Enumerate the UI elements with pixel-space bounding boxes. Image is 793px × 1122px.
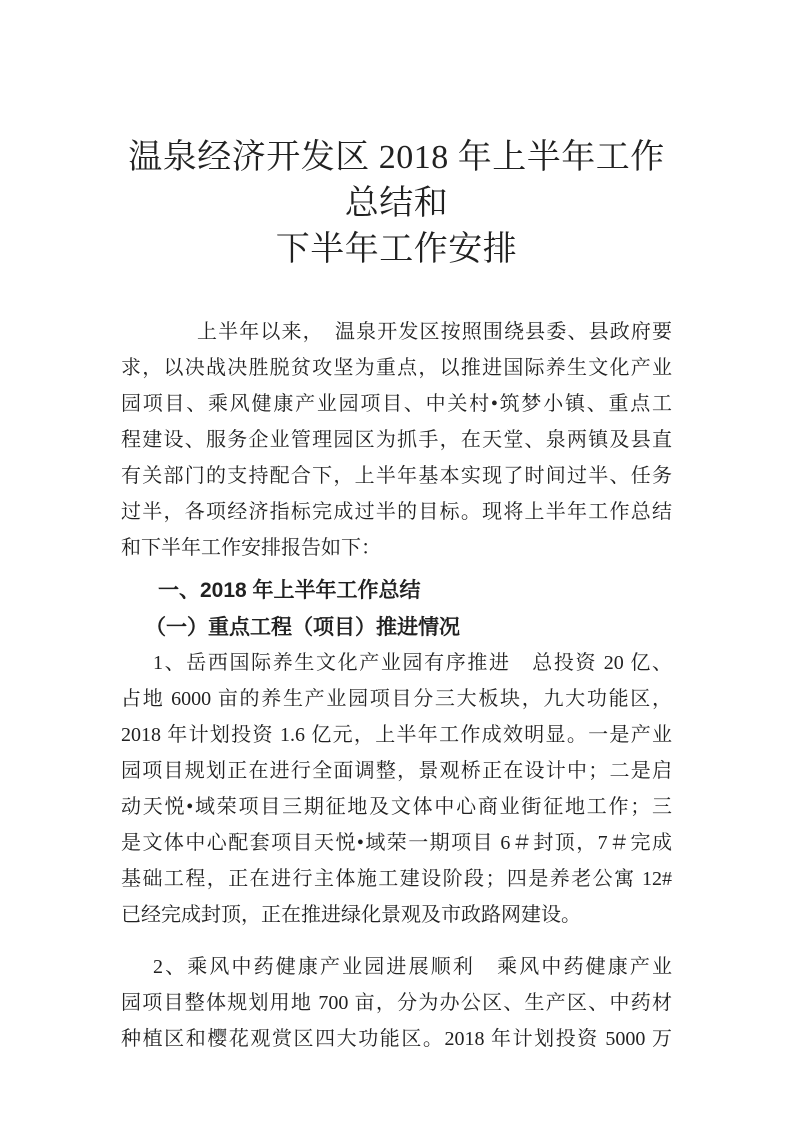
paragraph-line: 上半年以来， 温泉开发区按照围绕县委、县政府要 [197, 321, 672, 343]
subsection-heading: （一）重点工程（项目）推进情况 [145, 615, 460, 639]
paragraph-line: 和下半年工作安排报告如下： [121, 537, 381, 559]
paragraph-line: 2、乘风中药健康产业园进展顺利 乘风中药健康产业 [153, 956, 672, 978]
intro-paragraph [121, 314, 672, 566]
paragraph-line: 有关部门的支持配合下，上半年基本实现了时间过半、任务 [121, 465, 672, 487]
paragraph-line: 求，以决战决胜脱贫攻坚为重点，以推进国际养生文化产业 [121, 357, 672, 379]
paragraph-line: 种植区和樱花观赏区四大功能区。2018 年计划投资 5000 万 [121, 1028, 672, 1050]
title-line: 温泉经济开发区 2018 年上半年工作总结和 [128, 139, 665, 222]
paragraph-line: 园项目、乘风健康产业园项目、中关村•筑梦小镇、重点工 [121, 393, 672, 415]
paragraph-line: 1、岳西国际养生文化产业园有序推进 总投资 20 亿、 [153, 652, 672, 674]
paragraph-line: 占地 6000 亩的养生产业园项目分三大板块，九大功能区， [121, 688, 672, 710]
paragraph-line: 园项目规划正在进行全面调整，景观桥正在设计中；二是启 [121, 760, 672, 782]
paragraph-line: 过半，各项经济指标完成过半的目标。现将上半年工作总结 [121, 501, 672, 523]
paragraph-line: 基础工程，正在进行主体施工建设阶段；四是养老公寓 12# [121, 868, 672, 890]
title-line: 下半年工作安排 [275, 231, 518, 268]
paragraph-line: 2018 年计划投资 1.6 亿元，上半年工作成效明显。一是产业 [121, 724, 672, 746]
paragraph-line: 动天悦•域荣项目三期征地及文体中心商业街征地工作；三 [121, 796, 672, 818]
paragraph-line: 是文体中心配套项目天悦•域荣一期项目 6＃封顶，7＃完成 [121, 832, 672, 854]
item-paragraph-2 [121, 949, 672, 1057]
paragraph-line: 程建设、服务企业管理园区为抓手，在天堂、泉两镇及县直 [121, 429, 672, 451]
paragraph-line: 已经完成封顶，正在推进绿化景观及市政路网建设。 [121, 904, 581, 926]
section-heading: 一、2018 年上半年工作总结 [158, 579, 421, 602]
document-title [121, 135, 672, 273]
paragraph-line: 园项目整体规划用地 700 亩，分为办公区、生产区、中药材 [121, 992, 672, 1014]
item-paragraph-1 [121, 645, 672, 933]
